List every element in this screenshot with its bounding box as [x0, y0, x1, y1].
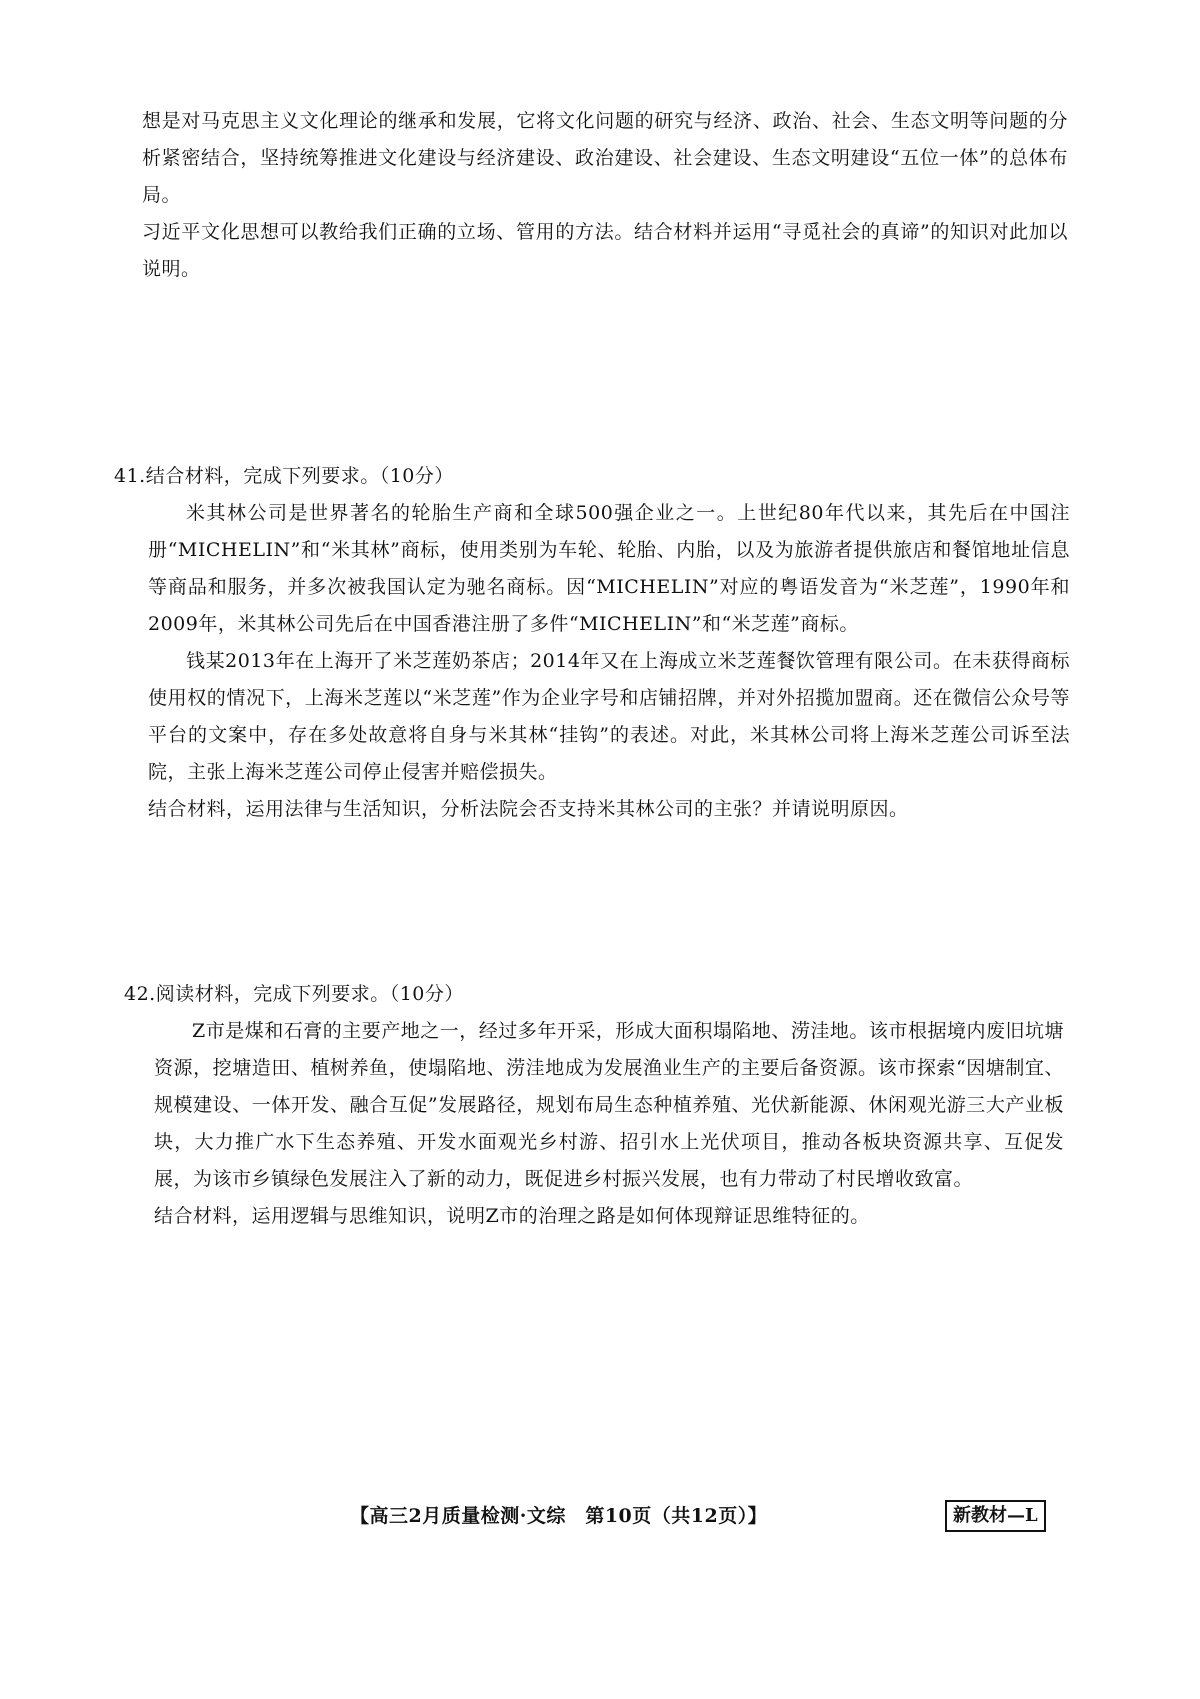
question-42-prompt: 结合材料，运用逻辑与思维知识，说明Z市的治理之路是如何体现辩证思维特征的。: [154, 1205, 870, 1227]
continued-question-block: [142, 103, 1068, 288]
page-footer: [0, 1498, 1200, 1534]
question-42: [124, 976, 1064, 1235]
question-41-body: [114, 495, 1070, 828]
question-41-material-1: 米其林公司是世界著名的轮胎生产商和全球500强企业之一。上世纪80年代以来，其先后在中国注册“MICHELIN”和“米其林”商标，使用类别为车轮、轮胎、内胎，以及为旅游者提供旅店和餐馆地址信息等商品和服务，并多次被我国认定为驰名商标。因“MICHELIN”对应的粤语发音为“米芝莲”，1990年和2009年，米其林公司先后在中国香港注册了多件“MICHELIN”和“米芝莲”商标。: [148, 502, 1070, 635]
question-42-heading: 42.阅读材料，完成下列要求。（10分）: [124, 983, 464, 1005]
footer-title: 【高三2月质量检测·文综 第10页（共12页）】: [350, 1505, 768, 1527]
question-42-body: [124, 1013, 1064, 1235]
question-41: [114, 458, 1070, 828]
continued-paragraph: 想是对马克思主义文化理论的继承和发展，它将文化问题的研究与经济、政治、社会、生态文明等问题的分析紧密结合，坚持统筹推进文化建设与经济建设、政治建设、社会建设、生态文明建设“五位一体”的总体布局。: [142, 110, 1068, 206]
question-41-material-2: 钱某2013年在上海开了米芝莲奶茶店；2014年又在上海成立米芝莲餐饮管理有限公司。在未获得商标使用权的情况下，上海米芝莲以“米芝莲”作为企业字号和店铺招牌，并对外招揽加盟商。还在微信公众号等平台的文案中，存在多处故意将自身与米其林“挂钩”的表述。对此，米其林公司将上海米芝莲公司诉至法院，主张上海米芝莲公司停止侵害并赔偿损失。: [148, 650, 1070, 783]
continued-question-prompt: 习近平文化思想可以教给我们正确的立场、管用的方法。结合材料并运用“寻觅社会的真谛”的知识对此加以说明。: [142, 221, 1068, 280]
question-41-heading: 41.结合材料，完成下列要求。（10分）: [114, 465, 454, 487]
question-41-prompt: 结合材料，运用法律与生活知识，分析法院会否支持米其林公司的主张？并请说明原因。: [148, 798, 909, 820]
edition-tag: 新教材—L: [945, 1500, 1046, 1532]
question-42-material-1: Z市是煤和石膏的主要产地之一，经过多年开采，形成大面积塌陷地、涝洼地。该市根据境内废旧坑塘资源，挖塘造田、植树养鱼，使塌陷地、涝洼地成为发展渔业生产的主要后备资源。该市探索“因塘制宜、规模建设、一体开发、融合互促”发展路径，规划布局生态种植养殖、光伏新能源、休闲观光游三大产业板块，大力推广水下生态养殖、开发水面观光乡村游、招引水上光伏项目，推动各板块资源共享、互促发展，为该市乡镇绿色发展注入了新的动力，既促进乡村振兴发展，也有力带动了村民增收致富。: [154, 1020, 1064, 1190]
